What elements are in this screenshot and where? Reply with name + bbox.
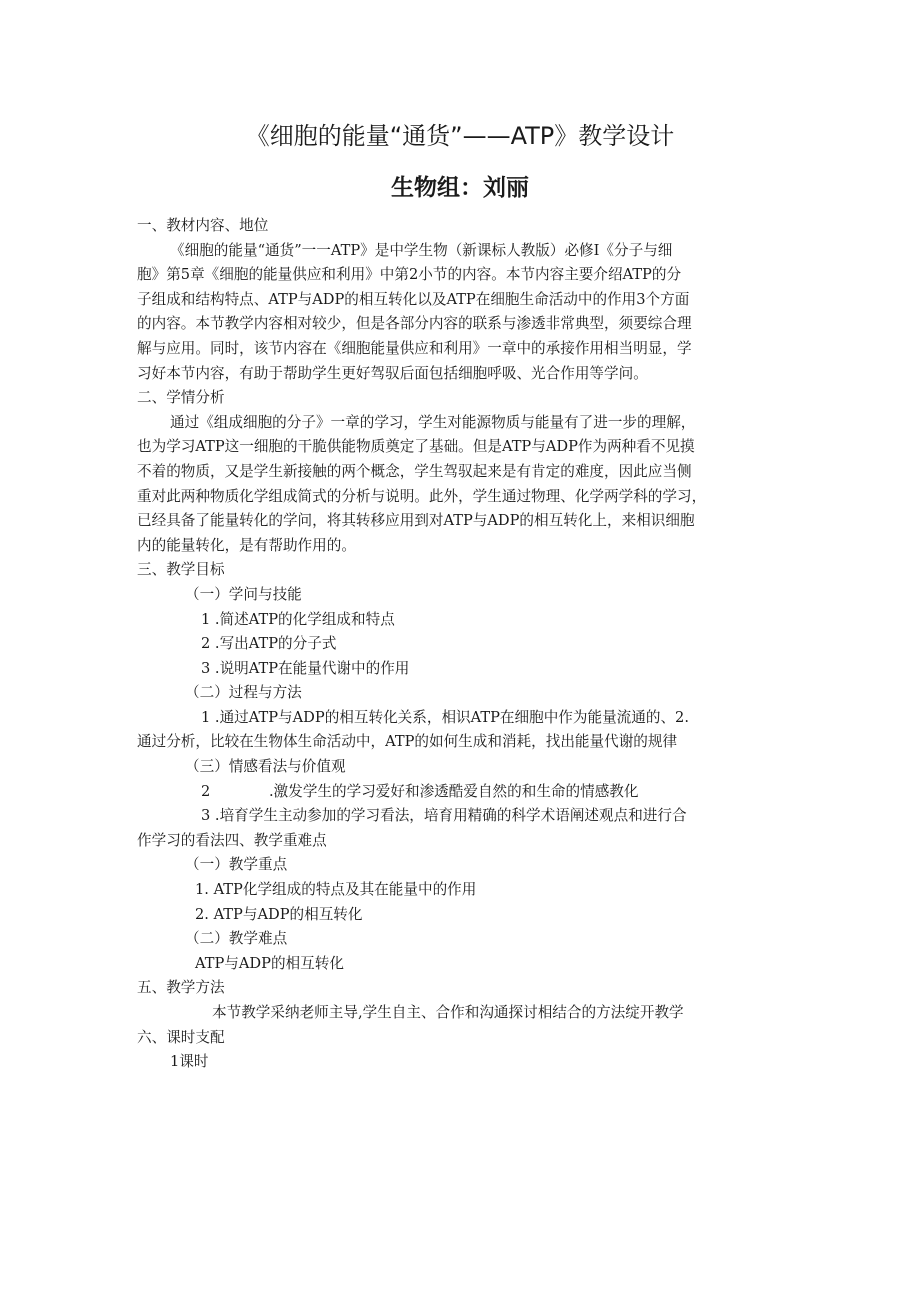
paragraph-line: ATP与ADP的相互转化 (195, 954, 344, 972)
section-heading-students: 二、学情分析 (137, 389, 225, 407)
paragraph-line: 通过分析，比较在生物体生命活动中，ATP的如何生成和消耗，找出能量代谢的规律 (137, 733, 678, 751)
subheading-difficulties: （二）教学难点 (185, 930, 288, 948)
paragraph-line: 作学习的看法四、教学重难点 (137, 831, 327, 849)
list-item: 2 .写出ATP的分子式 (201, 635, 337, 653)
section-heading-materials: 一、教材内容、地位 (137, 217, 269, 234)
paragraph-line: 1 .通过ATP与ADP的相互转化关系，相识ATP在细胞中作为能量流通的、2. (201, 708, 689, 726)
list-item: 1. ATP化学组成的特点及其在能量中的作用 (195, 881, 477, 899)
document-title: 《细胞的能量“通货”——ATP》教学设计 (245, 122, 675, 150)
list-item (137, 780, 797, 805)
list-item: 1 .简述ATP的化学组成和特点 (201, 610, 395, 628)
subheading-knowledge: （一）学问与技能 (185, 585, 302, 603)
section-heading-objectives: 三、教学目标 (137, 561, 225, 579)
paragraph-line: 解与应用。同时，该节内容在《细胞能量供应和利用》一章中的承接作用相当明显，学 (137, 339, 692, 357)
paragraph-line: 习好本节内容，有助于帮助学生更好驾驭后面包括细胞呼吸、光合作用等学问。 (137, 364, 648, 382)
subheading-key-points: （一）教学重点 (185, 856, 288, 874)
paragraph-line: 3 .培育学生主动参加的学习看法，培育用精确的科学术语阐述观点和进行合 (201, 807, 687, 825)
section-heading-schedule: 六、课时支配 (137, 1028, 225, 1046)
paragraph-line: 通过《组成细胞的分子》一章的学习，学生对能源物质与能量有了进一步的理解， (170, 413, 696, 431)
paragraph-line: 本节教学采纳老师主导,学生自主、合作和沟通探讨相结合的方法绽开教学 (212, 1004, 684, 1021)
document-author: 生物组：刘丽 (391, 175, 529, 201)
section-heading-methods: 五、教学方法 (137, 979, 225, 997)
list-item: 2. ATP与ADP的相互转化 (195, 905, 363, 923)
paragraph-line: 已经具备了能量转化的学问，将其转移应用到对ATP与ADP的相互转化上，来相识细胞 (137, 512, 695, 530)
list-item: 3 .说明ATP在能量代谢中的作用 (201, 659, 410, 677)
subheading-process: （二）过程与方法 (185, 684, 302, 702)
list-number: 2 (201, 782, 211, 800)
paragraph-line: 子组成和结构特点、ATP与ADP的相互转化以及ATP在细胞生命活动中的作用3个方面 (137, 290, 690, 308)
paragraph-line: 《细胞的能量“通货”一一ATP》是中学生物（新课标人教版）必修Ⅰ《分子与细 (170, 241, 673, 259)
paragraph-line: 的内容。本节教学内容相对较少，但是各部分内容的联系与渗透非常典型，须要综合理 (137, 315, 692, 333)
document-body (137, 214, 797, 1075)
paragraph-line: 胞》第5章《细胞的能量供应和利用》中第2小节的内容。本节内容主要介绍ATP的分 (137, 266, 682, 284)
list-item-text: .激发学生的学习爱好和渗透酷爱自然的和生命的情感教化 (269, 782, 639, 800)
paragraph-line: 也为学习ATP这一细胞的干脆供能物质奠定了基础。但是ATP与ADP作为两种看不见摸 (137, 438, 695, 456)
paragraph-line: 1课时 (170, 1053, 209, 1071)
subheading-attitude: （三）情感看法与价值观 (185, 758, 346, 776)
paragraph-line: 不着的物质，又是学生新接触的两个概念，学生驾驭起来是有肯定的难度，因此应当侧 (137, 462, 692, 480)
paragraph-line: 重对此两种物质化学组成简式的分析与说明。此外，学生通过物理、化学两学科的学习， (137, 487, 707, 505)
paragraph-line: 内的能量转化，是有帮助作用的。 (137, 536, 356, 554)
